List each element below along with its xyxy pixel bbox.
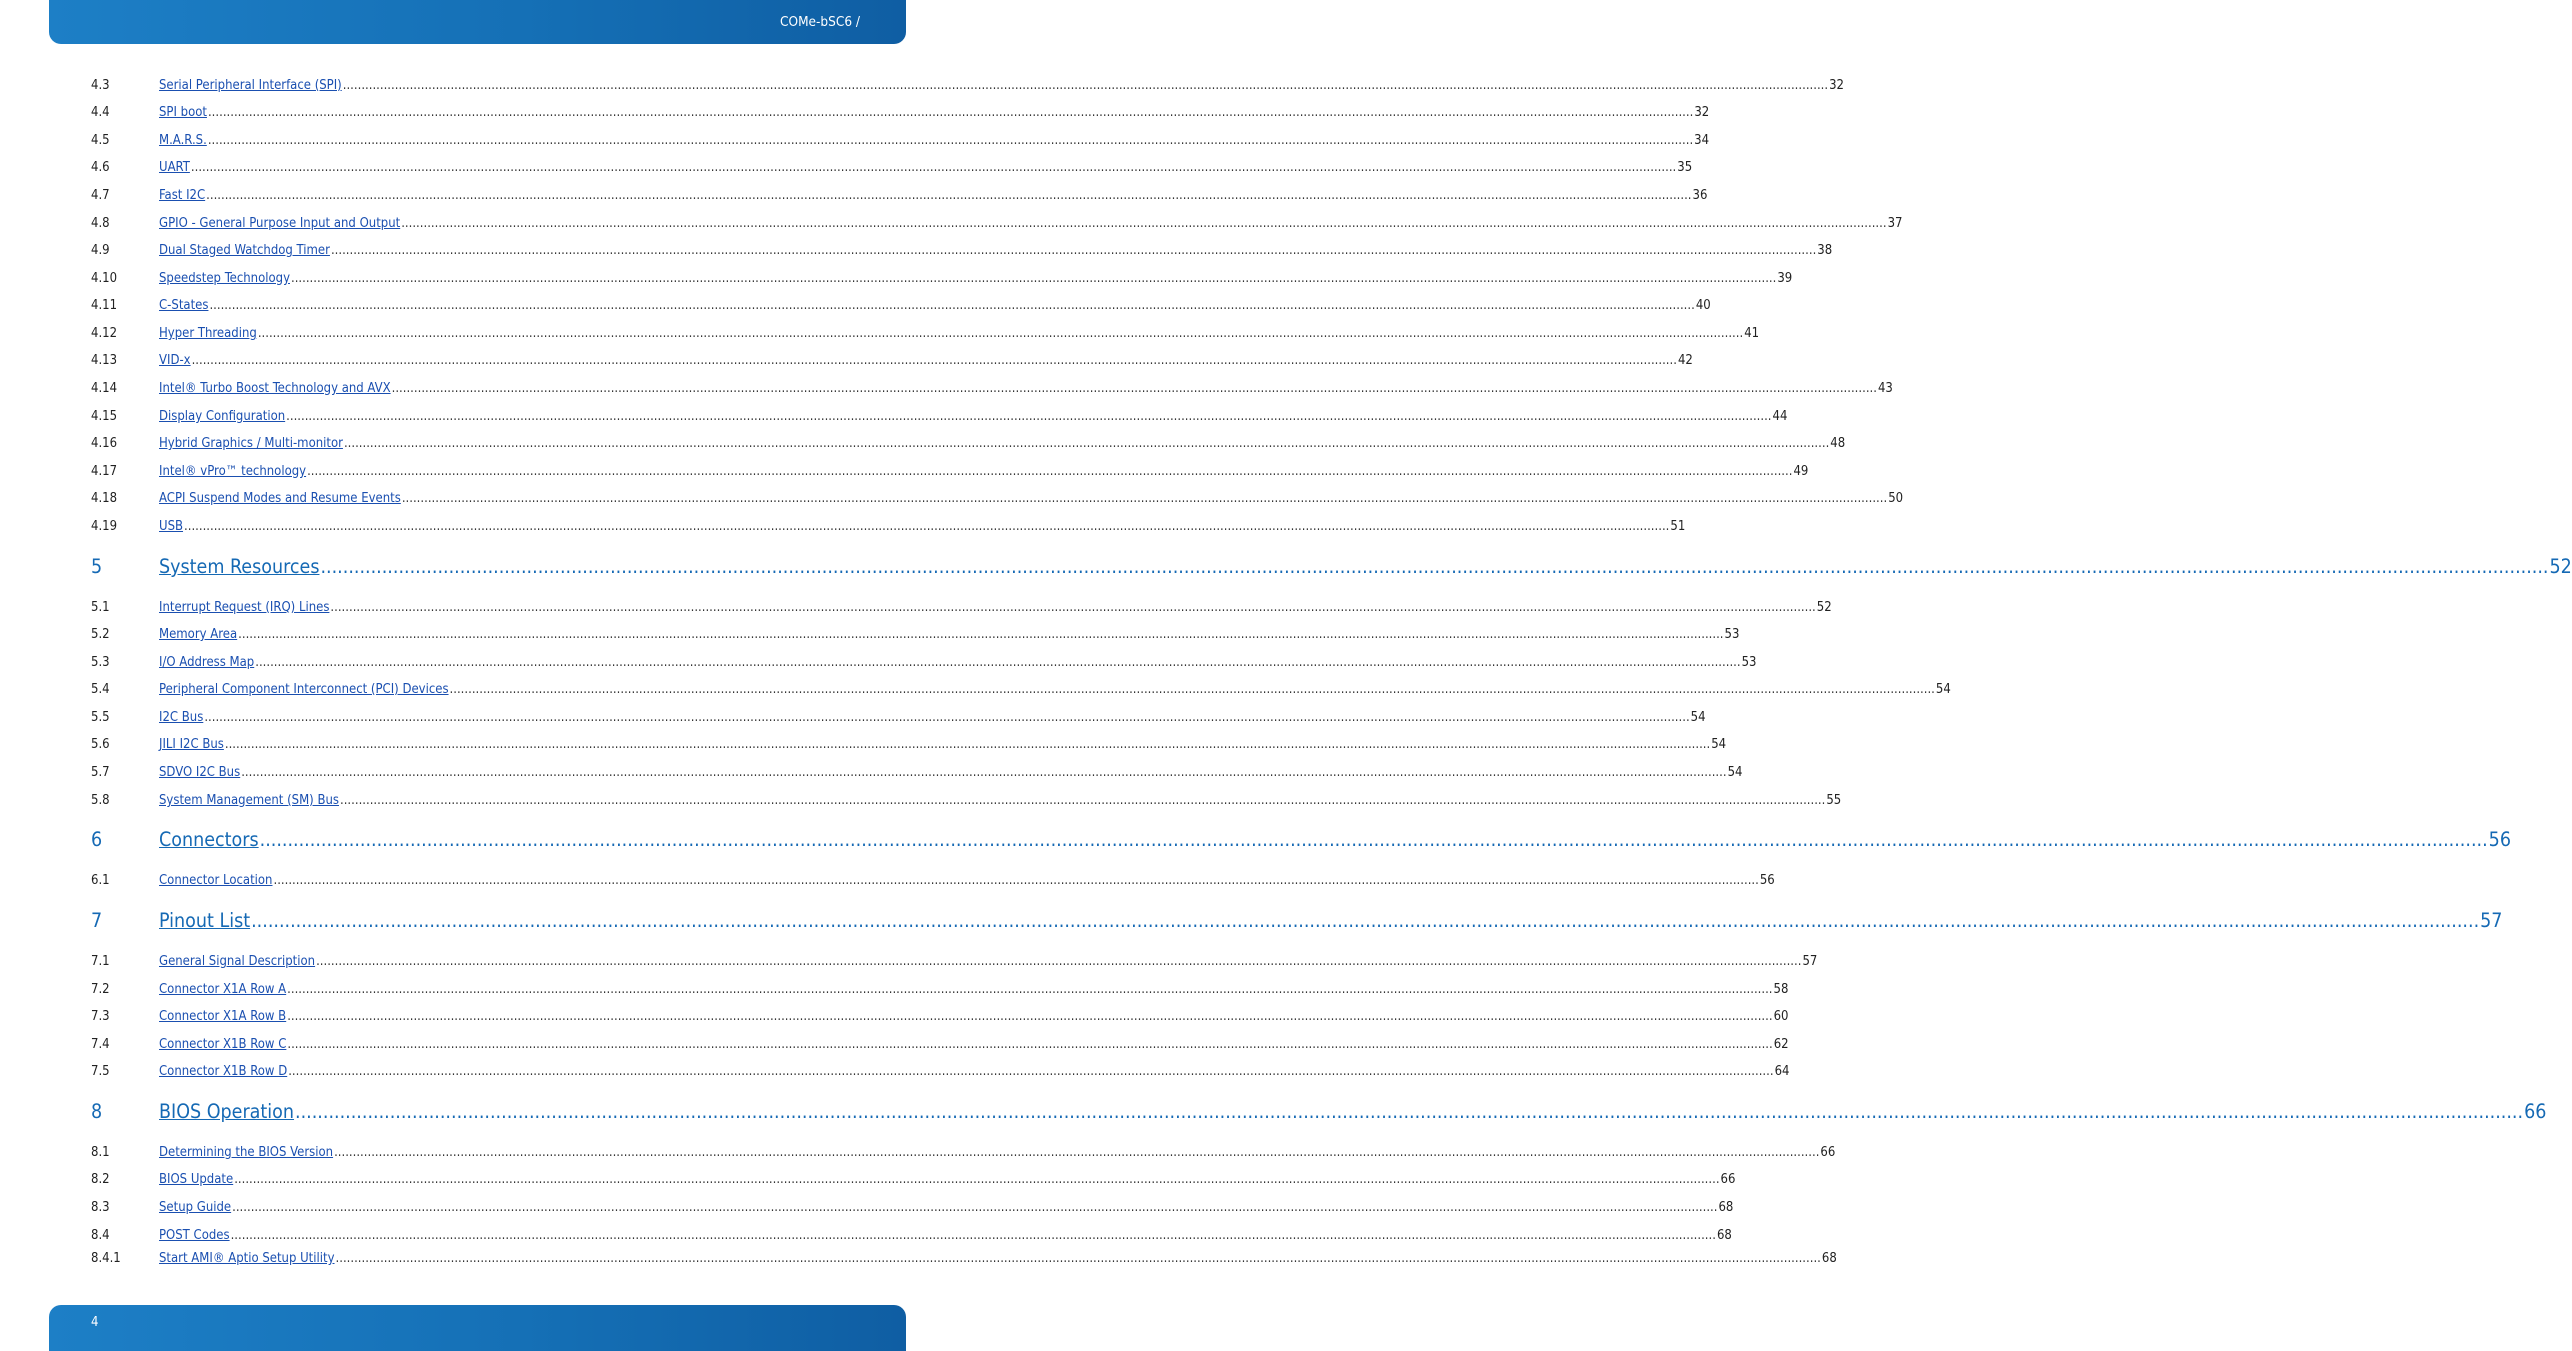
toc-page-number: 32: [1829, 78, 1844, 93]
toc-number: 4.11: [91, 298, 118, 313]
toc-chapter-row[interactable]: [91, 1100, 2547, 1128]
toc-page-number: 54: [1690, 710, 1706, 725]
toc-page-number: 35: [1677, 160, 1693, 175]
toc-page-number: 66: [1820, 1145, 1836, 1160]
toc-link[interactable]: UART: [159, 160, 190, 175]
toc-leader-dots: ................................................................................................................................................................................................................................................................................................................................................................................................................: [273, 873, 1759, 888]
toc-link[interactable]: BIOS Operation: [159, 1100, 295, 1123]
toc-section-row[interactable]: [91, 436, 1846, 454]
toc-number: 8.4: [91, 1228, 110, 1243]
toc-section-row[interactable]: [91, 298, 1711, 316]
toc-leader-dots: ................................................................................................................................................................................................................................................................................................................................................................................................................: [334, 1145, 1820, 1160]
toc-number: 4.7: [91, 188, 110, 203]
toc-leader-dots: ................................................................................................................................................................................................................................................................................................................................................................................................................: [288, 1064, 1774, 1079]
toc-number: 5.2: [91, 627, 110, 642]
toc-leader-dots: ................................................................................................................................................................................................................................................................................................................................................................................................................: [320, 555, 2549, 578]
toc-leader-dots: ................................................................................................................................................................................................................................................................................................................................................................................................................: [238, 627, 1724, 642]
toc-section-row[interactable]: [91, 160, 1693, 178]
toc-number: 5.7: [91, 765, 110, 780]
toc-section-row[interactable]: [91, 271, 1793, 289]
toc-page-number: 64: [1774, 1064, 1790, 1079]
toc-section-row[interactable]: [91, 655, 1757, 673]
toc-page-number: 48: [1830, 436, 1846, 451]
toc-number: 8.2: [91, 1172, 110, 1187]
toc-page-number: 66: [2524, 1100, 2547, 1123]
toc-number: 6.1: [91, 873, 110, 888]
toc-section-row[interactable]: [91, 1251, 1837, 1269]
toc-number: 4.16: [91, 436, 118, 451]
toc-link[interactable]: Intel® Turbo Boost Technology and AVX: [159, 381, 391, 396]
toc-number: 4.14: [91, 381, 118, 396]
toc-leader-dots: ................................................................................................................................................................................................................................................................................................................................................................................................................: [191, 353, 1677, 368]
toc-number: 5.5: [91, 710, 110, 725]
toc-leader-dots: ................................................................................................................................................................................................................................................................................................................................................................................................................: [257, 326, 1744, 341]
toc-number: 4.13: [91, 353, 118, 368]
toc-chapter-row[interactable]: [91, 555, 2572, 583]
toc-page-number: 34: [1694, 133, 1710, 148]
toc-section-row[interactable]: [91, 954, 1818, 972]
toc-number: 8: [91, 1100, 103, 1123]
toc-section-row[interactable]: [91, 243, 1833, 261]
toc-section-row[interactable]: [91, 1200, 1734, 1218]
toc-page-number: 55: [1826, 793, 1842, 808]
toc-section-row[interactable]: [91, 1009, 1789, 1027]
toc-link[interactable]: Display Configuration: [159, 409, 286, 424]
toc-number: 4.15: [91, 409, 118, 424]
toc-chapter-row[interactable]: [91, 909, 2503, 937]
toc-number: 7.1: [91, 954, 110, 969]
toc-number: 4.10: [91, 271, 118, 286]
toc-link[interactable]: Connector X1B Row C: [159, 1037, 287, 1052]
toc-section-row[interactable]: [91, 737, 1727, 755]
toc-page-number: 68: [1716, 1228, 1732, 1243]
toc-section-row[interactable]: [91, 381, 1893, 399]
toc-number: 4.5: [91, 133, 110, 148]
toc-number: 5.3: [91, 655, 110, 670]
toc-page-number: 58: [1773, 982, 1789, 997]
toc-number: 5.6: [91, 737, 110, 752]
toc-section-row[interactable]: [91, 464, 1809, 482]
toc-section-row[interactable]: [91, 793, 1842, 811]
toc-number: 4.19: [91, 519, 118, 534]
toc-link[interactable]: Pinout List: [159, 909, 251, 932]
toc-section-row[interactable]: [91, 1064, 1790, 1082]
toc-section-row[interactable]: [91, 1037, 1789, 1055]
toc-link[interactable]: Memory Area: [159, 627, 238, 642]
toc-link[interactable]: System Resources: [159, 555, 320, 578]
toc-page-number: 36: [1692, 188, 1708, 203]
toc-leader-dots: ................................................................................................................................................................................................................................................................................................................................................................................................................: [190, 160, 1677, 175]
toc-leader-dots: ................................................................................................................................................................................................................................................................................................................................................................................................................: [335, 1251, 1821, 1266]
toc-page-number: 44: [1772, 409, 1788, 424]
toc-leader-dots: ................................................................................................................................................................................................................................................................................................................................................................................................................: [206, 188, 1692, 203]
toc-number: 7: [91, 909, 103, 932]
toc-leader-dots: ................................................................................................................................................................................................................................................................................................................................................................................................................: [391, 381, 1877, 396]
toc-number: 5.8: [91, 793, 110, 808]
toc-number: 7.5: [91, 1064, 110, 1079]
toc-section-row[interactable]: [91, 78, 1844, 96]
toc-section-row[interactable]: [91, 1145, 1836, 1163]
toc-link[interactable]: C-States: [159, 298, 209, 313]
toc-link[interactable]: SDVO I2C Bus: [159, 765, 241, 780]
toc-link[interactable]: SPI boot: [159, 105, 207, 120]
toc-page-number: 62: [1773, 1037, 1789, 1052]
toc-number: 7.3: [91, 1009, 110, 1024]
toc-leader-dots: ................................................................................................................................................................................................................................................................................................................................................................................................................: [330, 600, 1816, 615]
toc-link[interactable]: Determining the BIOS Version: [159, 1145, 334, 1160]
toc-link[interactable]: M.A.R.S.: [159, 133, 207, 148]
toc-leader-dots: ................................................................................................................................................................................................................................................................................................................................................................................................................: [255, 655, 1741, 670]
toc-leader-dots: ................................................................................................................................................................................................................................................................................................................................................................................................................: [401, 491, 1888, 506]
toc-leader-dots: ................................................................................................................................................................................................................................................................................................................................................................................................................: [343, 436, 1830, 451]
toc-page-number: 53: [1741, 655, 1757, 670]
toc-chapter-row[interactable]: [91, 828, 2511, 856]
toc-section-row[interactable]: [91, 216, 1903, 234]
toc-number: 8.1: [91, 1145, 110, 1160]
toc-link[interactable]: ACPI Suspend Modes and Resume Events: [159, 491, 401, 506]
toc-page-number: 39: [1777, 271, 1793, 286]
toc-link[interactable]: System Management (SM) Bus: [159, 793, 339, 808]
toc-leader-dots: ................................................................................................................................................................................................................................................................................................................................................................................................................: [286, 409, 1772, 424]
toc-page-number: 52: [2549, 555, 2572, 578]
toc-section-row[interactable]: [91, 353, 1693, 371]
toc-section-row[interactable]: [91, 627, 1740, 645]
toc-section-row[interactable]: [91, 491, 1904, 509]
toc-page-number: 56: [1759, 873, 1775, 888]
toc-page-number: 40: [1695, 298, 1711, 313]
toc-leader-dots: ................................................................................................................................................................................................................................................................................................................................................................................................................: [340, 793, 1826, 808]
toc-page-number: 38: [1817, 243, 1833, 258]
toc-number: 4.9: [91, 243, 110, 258]
toc-page-number: 54: [1935, 682, 1951, 697]
toc-leader-dots: ................................................................................................................................................................................................................................................................................................................................................................................................................: [401, 216, 1887, 231]
toc-link[interactable]: Setup Guide: [159, 1200, 232, 1215]
toc-link[interactable]: Connector Location: [159, 873, 273, 888]
toc-leader-dots: ................................................................................................................................................................................................................................................................................................................................................................................................................: [251, 909, 2480, 932]
toc-link[interactable]: BIOS Update: [159, 1172, 234, 1187]
toc-page-number: 42: [1677, 353, 1693, 368]
toc-leader-dots: ................................................................................................................................................................................................................................................................................................................................................................................................................: [316, 954, 1802, 969]
toc-leader-dots: ................................................................................................................................................................................................................................................................................................................................................................................................................: [449, 682, 1935, 697]
toc-page-number: 54: [1727, 765, 1743, 780]
toc-page-number: 43: [1877, 381, 1893, 396]
toc-number: 8.3: [91, 1200, 110, 1215]
toc-link[interactable]: Connectors: [159, 828, 259, 851]
page-number: 4: [91, 1315, 99, 1330]
toc-link[interactable]: Speedstep Technology: [159, 271, 290, 286]
document-title: COMe-bSC6 /: [780, 14, 860, 30]
toc-page-number: 68: [1821, 1251, 1837, 1266]
toc-page-number: 41: [1744, 326, 1760, 341]
toc-page-number: 56: [2488, 828, 2511, 851]
toc-page-number: 60: [1773, 1009, 1789, 1024]
toc-page-number: 49: [1793, 464, 1809, 479]
page-footer: [49, 1305, 906, 1351]
toc-page-number: 57: [2480, 909, 2503, 932]
toc-number: 4.18: [91, 491, 118, 506]
toc-number: 4.8: [91, 216, 110, 231]
toc-page-number: 32: [1694, 105, 1710, 120]
toc-leader-dots: ................................................................................................................................................................................................................................................................................................................................................................................................................: [287, 1009, 1773, 1024]
toc-leader-dots: ................................................................................................................................................................................................................................................................................................................................................................................................................: [307, 464, 1793, 479]
toc-link[interactable]: Connector X1B Row D: [159, 1064, 288, 1079]
toc-link[interactable]: JILI I2C Bus: [159, 737, 224, 752]
toc-number: 5.4: [91, 682, 110, 697]
toc-link[interactable]: Hyper Threading: [159, 326, 257, 341]
toc-section-row[interactable]: [91, 188, 1708, 206]
toc-number: 4.17: [91, 464, 118, 479]
toc-section-row[interactable]: [91, 765, 1743, 783]
toc-link[interactable]: GPIO - General Purpose Input and Output: [159, 216, 401, 231]
toc-number: 5: [91, 555, 103, 578]
toc-leader-dots: ................................................................................................................................................................................................................................................................................................................................................................................................................: [224, 737, 1711, 752]
toc-section-row[interactable]: [91, 409, 1788, 427]
toc-section-row[interactable]: [91, 982, 1789, 1000]
toc-number: 4.12: [91, 326, 118, 341]
toc-number: 6: [91, 828, 103, 851]
toc-number: 5.1: [91, 600, 110, 615]
toc-leader-dots: ................................................................................................................................................................................................................................................................................................................................................................................................................: [209, 298, 1695, 313]
toc-link[interactable]: Serial Peripheral Interface (SPI): [159, 78, 342, 93]
toc-link[interactable]: Connector X1A Row A: [159, 982, 287, 997]
toc-leader-dots: ................................................................................................................................................................................................................................................................................................................................................................................................................: [230, 1228, 1716, 1243]
toc-section-row[interactable]: [91, 1172, 1736, 1190]
toc-section-row[interactable]: [91, 326, 1760, 344]
toc-page-number: 66: [1720, 1172, 1736, 1187]
toc-page-number: 54: [1711, 737, 1727, 752]
toc-number: 7.4: [91, 1037, 110, 1052]
toc-section-row[interactable]: [91, 710, 1706, 728]
toc-leader-dots: ................................................................................................................................................................................................................................................................................................................................................................................................................: [234, 1172, 1720, 1187]
toc-leader-dots: ................................................................................................................................................................................................................................................................................................................................................................................................................: [295, 1100, 2524, 1123]
toc-page-number: 53: [1724, 627, 1740, 642]
toc-leader-dots: ................................................................................................................................................................................................................................................................................................................................................................................................................: [287, 1037, 1773, 1052]
toc-leader-dots: ................................................................................................................................................................................................................................................................................................................................................................................................................: [259, 828, 2488, 851]
toc-link[interactable]: POST Codes: [159, 1228, 230, 1243]
toc-section-row[interactable]: [91, 133, 1710, 151]
toc-page-number: 52: [1816, 600, 1832, 615]
toc-link[interactable]: Peripheral Component Interconnect (PCI) Devices: [159, 682, 449, 697]
toc-number: 4.3: [91, 78, 110, 93]
toc-link[interactable]: Connector X1A Row B: [159, 1009, 287, 1024]
toc-page-number: 68: [1718, 1200, 1734, 1215]
toc-leader-dots: ................................................................................................................................................................................................................................................................................................................................................................................................................: [204, 710, 1690, 725]
toc-section-row[interactable]: [91, 873, 1775, 891]
toc-leader-dots: ................................................................................................................................................................................................................................................................................................................................................................................................................: [241, 765, 1727, 780]
toc-link[interactable]: Interrupt Request (IRQ) Lines: [159, 600, 330, 615]
toc-number: 7.2: [91, 982, 110, 997]
toc-number: 4.4: [91, 105, 110, 120]
toc-leader-dots: ................................................................................................................................................................................................................................................................................................................................................................................................................: [287, 982, 1773, 997]
toc-leader-dots: ................................................................................................................................................................................................................................................................................................................................................................................................................: [290, 271, 1777, 286]
toc-leader-dots: ................................................................................................................................................................................................................................................................................................................................................................................................................: [342, 78, 1829, 93]
toc-leader-dots: ................................................................................................................................................................................................................................................................................................................................................................................................................: [184, 519, 1670, 534]
toc-leader-dots: ................................................................................................................................................................................................................................................................................................................................................................................................................: [207, 133, 1694, 148]
toc-link[interactable]: VID-x: [159, 353, 191, 368]
toc-leader-dots: ................................................................................................................................................................................................................................................................................................................................................................................................................: [232, 1200, 1718, 1215]
toc-link[interactable]: Start AMI® Aptio Setup Utility: [159, 1251, 335, 1266]
toc-link[interactable]: Hybrid Graphics / Multi-monitor: [159, 436, 343, 451]
toc-leader-dots: ................................................................................................................................................................................................................................................................................................................................................................................................................: [207, 105, 1694, 120]
toc-page-number: 50: [1888, 491, 1904, 506]
toc-number: 4.6: [91, 160, 110, 175]
toc-link[interactable]: I2C Bus: [159, 710, 204, 725]
toc-section-row[interactable]: [91, 682, 1951, 700]
toc-link[interactable]: Fast I2C: [159, 188, 206, 203]
toc-page-number: 37: [1887, 216, 1903, 231]
toc-section-row[interactable]: [91, 105, 1710, 123]
toc-link[interactable]: General Signal Description: [159, 954, 316, 969]
toc-section-row[interactable]: [91, 519, 1686, 537]
toc-section-row[interactable]: [91, 1228, 1732, 1246]
toc-number: 8.4.1: [91, 1251, 121, 1266]
toc-leader-dots: ................................................................................................................................................................................................................................................................................................................................................................................................................: [330, 243, 1817, 258]
toc-section-row[interactable]: [91, 600, 1832, 618]
toc-link[interactable]: I/O Address Map: [159, 655, 255, 670]
toc-link[interactable]: USB: [159, 519, 184, 534]
toc-page-number: 57: [1802, 954, 1818, 969]
toc-page-number: 51: [1670, 519, 1686, 534]
toc-link[interactable]: Dual Staged Watchdog Timer: [159, 243, 330, 258]
toc-link[interactable]: Intel® vPro™ technology: [159, 464, 307, 479]
